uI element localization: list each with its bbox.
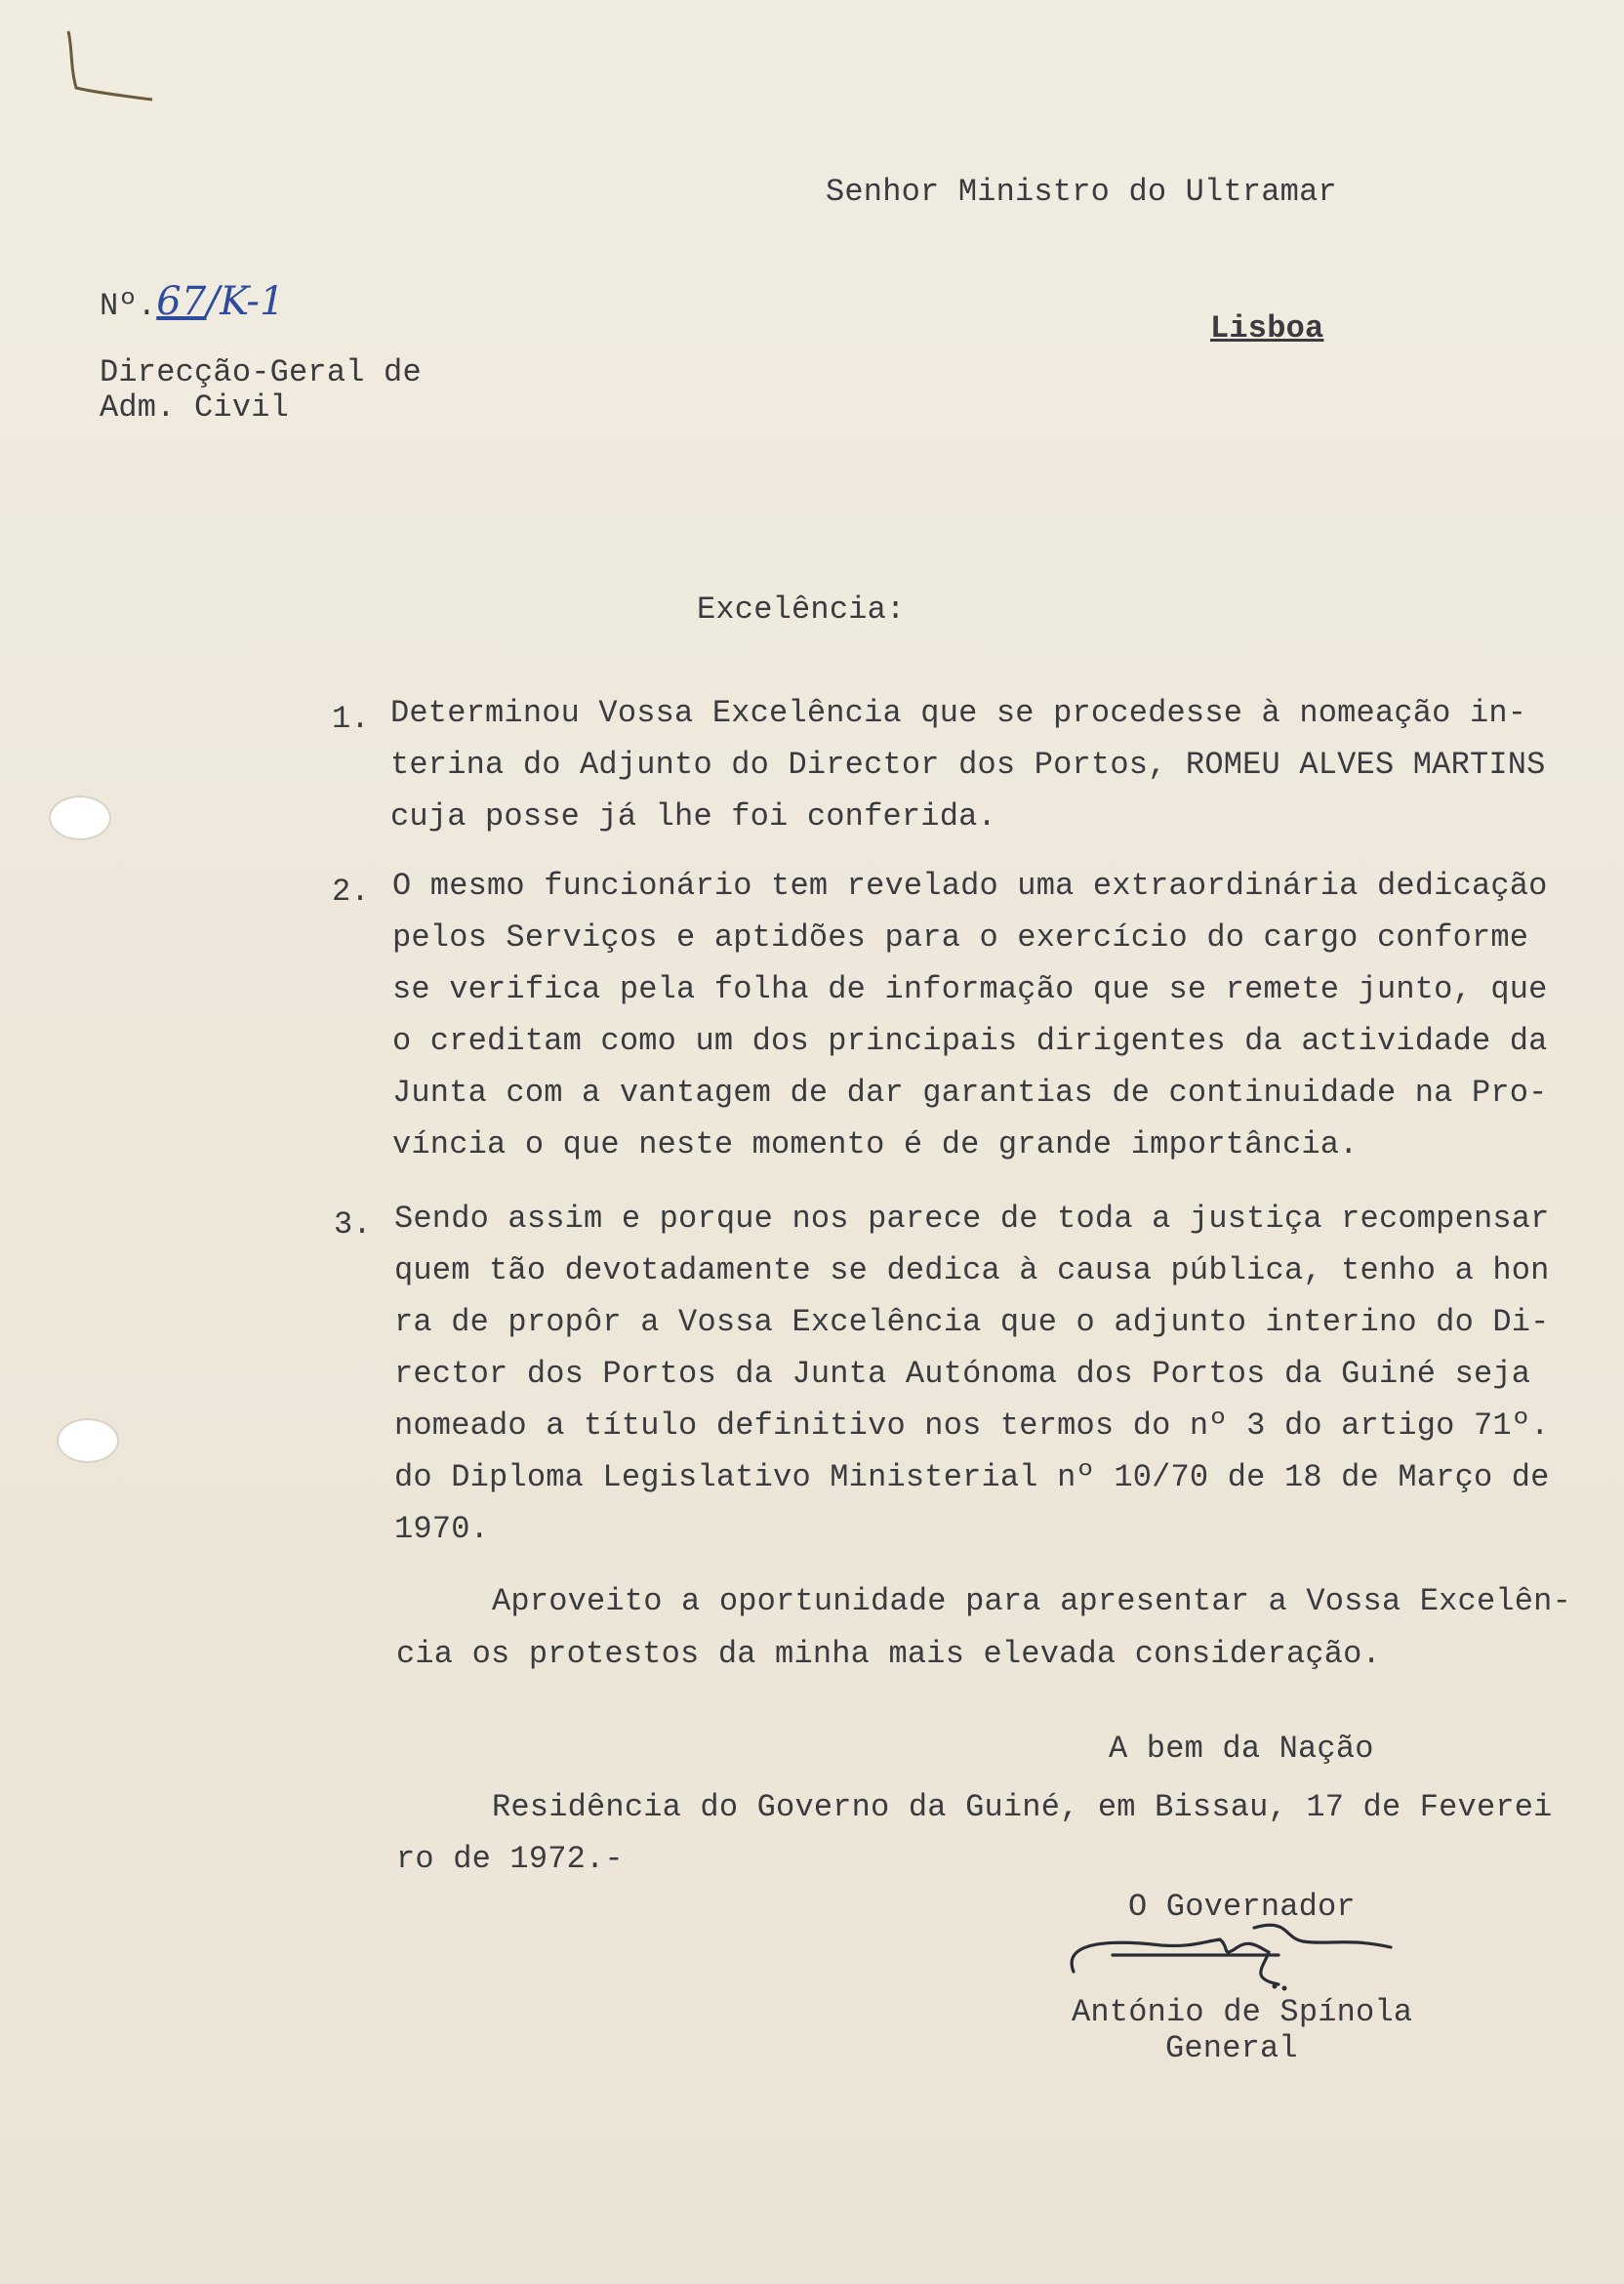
addressee: Senhor Ministro do Ultramar xyxy=(826,174,1337,210)
paragraph-3-line: do Diploma Legislativo Ministerial nº 10/70 de 18 de Março de xyxy=(394,1459,1550,1495)
place-date-line-2: ro de 1972.- xyxy=(396,1841,624,1877)
closing-line-1: Aproveito a oportunidade para apresentar a Vossa Excelên- xyxy=(492,1583,1571,1619)
reference-number-handwritten: 67 xyxy=(156,279,207,324)
paragraph-1-line: cuja posse já lhe foi conferida. xyxy=(390,798,996,835)
paragraph-1-line: Determinou Vossa Excelência que se procedesse à nomeação in- xyxy=(390,695,1527,731)
city: Lisboa xyxy=(1210,310,1324,347)
signatory-name: António de Spínola xyxy=(1072,1994,1413,2030)
paragraph-3-line: ra de propôr a Vossa Excelência que o adjunto interino do Di- xyxy=(394,1304,1550,1340)
punch-hole-top xyxy=(49,795,111,840)
paragraph-2-line: o creditam como um dos principais dirigentes da actividade da xyxy=(392,1023,1548,1059)
handwritten-signature xyxy=(1054,1908,1405,1996)
signatory-role: O Governador xyxy=(1128,1889,1356,1925)
paragraph-2-line: víncia o que neste momento é de grande importância. xyxy=(392,1126,1359,1162)
paragraph-1-line: terina do Adjunto do Director dos Portos, ROMEU ALVES MARTINS xyxy=(390,747,1546,783)
paragraph-2-number: 2. xyxy=(332,874,370,910)
corner-pencil-mark xyxy=(62,27,160,105)
paragraph-2-line: pelos Serviços e aptidões para o exercício do cargo conforme xyxy=(392,919,1529,956)
paragraph-3-number: 3. xyxy=(334,1206,372,1243)
signatory-rank: General xyxy=(1165,2030,1298,2066)
place-date-line-1: Residência do Governo da Guiné, em Bissau, 17 de Feverei xyxy=(492,1789,1553,1825)
paragraph-3-line: Sendo assim e porque nos parece de toda a justiça recompensar xyxy=(394,1201,1550,1237)
punch-hole-bottom xyxy=(57,1418,119,1463)
department-line-1: Direcção-Geral de xyxy=(100,354,422,390)
salutation: Excelência: xyxy=(697,591,906,628)
paragraph-1-number: 1. xyxy=(332,701,370,737)
closing-line-2: cia os protestos da minha mais elevada consideração. xyxy=(396,1636,1381,1672)
paragraph-2-line: se verifica pela folha de informação que se remete junto, que xyxy=(392,971,1548,1007)
paragraph-2-line: Junta com a vantagem de dar garantias de continuidade na Pro- xyxy=(392,1075,1548,1111)
motto: A bem da Nação xyxy=(1109,1731,1374,1767)
paragraph-2-line: O mesmo funcionário tem revelado uma extraordinária dedicação xyxy=(392,868,1548,904)
paragraph-3-line: 1970. xyxy=(394,1511,490,1547)
reference-suffix-handwritten: /K-1 xyxy=(206,279,285,324)
department-line-2: Adm. Civil xyxy=(100,389,290,426)
reference-prefix: Nº. xyxy=(100,288,157,324)
reference-number xyxy=(100,279,285,324)
paragraph-3-line: rector dos Portos da Junta Autónoma dos Portos da Guiné seja xyxy=(394,1356,1531,1392)
paragraph-3-line: quem tão devotadamente se dedica à causa pública, tenho a hon xyxy=(394,1252,1550,1288)
paragraph-3-line: nomeado a título definitivo nos termos do nº 3 do artigo 71º. xyxy=(394,1407,1550,1444)
